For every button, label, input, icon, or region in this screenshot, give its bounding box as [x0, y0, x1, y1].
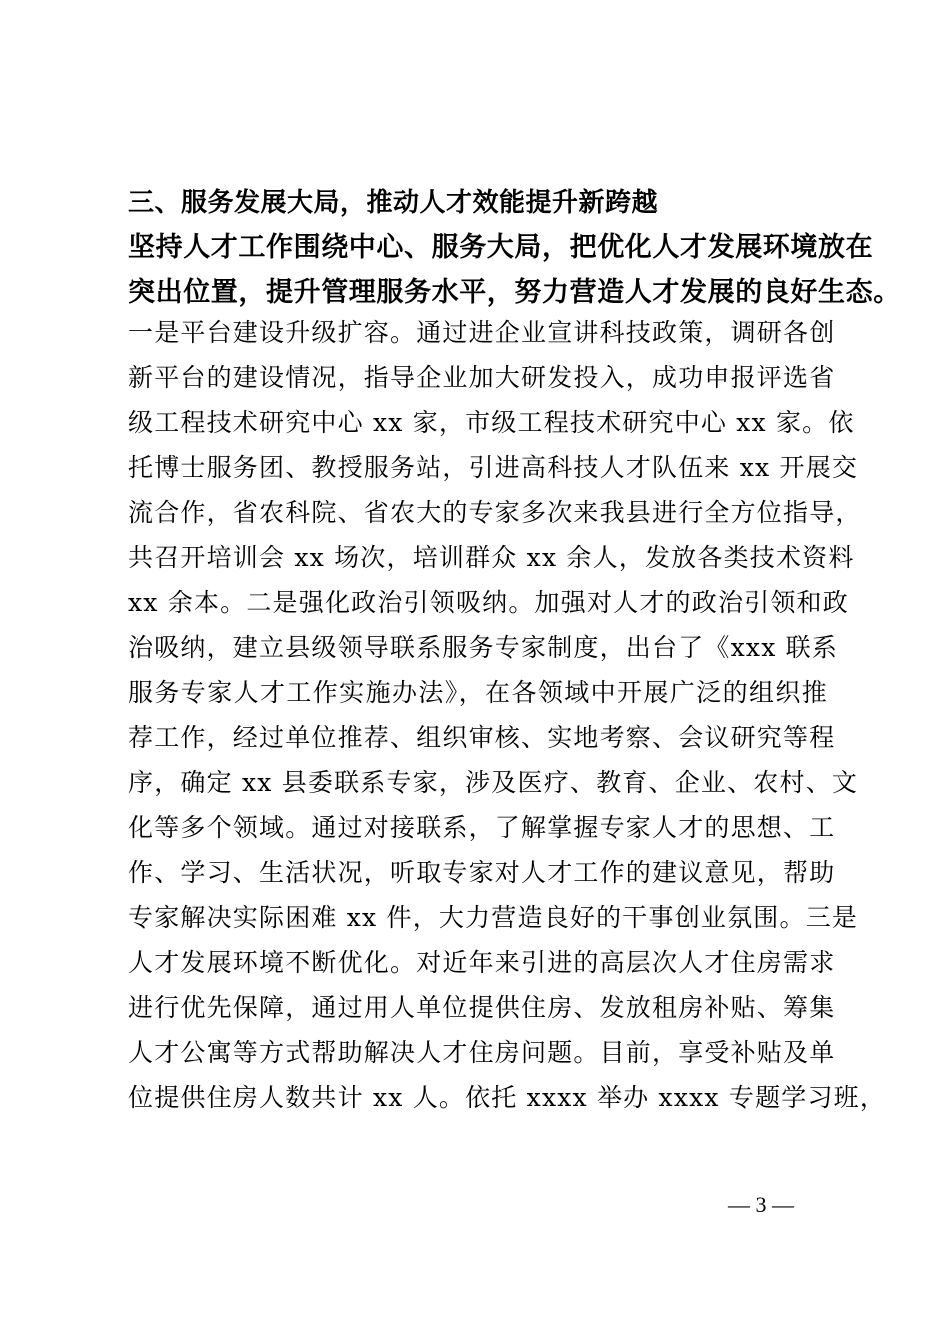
lead-line-2: 突出位置，提升管理服务水平，努力营造人才发展的良好生态。	[128, 277, 901, 308]
body-line-6: 共召开培训会 xx 场次，培训群众 xx 余人，发放各类技术资料	[128, 543, 855, 572]
body-line-11: 序，确定 xx 县委联系专家，涉及医疗、教育、企业、农村、文	[128, 768, 859, 797]
body-line-15: 人才发展环境不断优化。对近年来引进的高层次人才住房需求	[128, 948, 836, 977]
body-line-16: 进行优先保障，通过用人单位提供住房、发放租房补贴、筹集	[128, 993, 836, 1022]
body-line-7: xx 余本。二是强化政治引领吸纳。加强对人才的政治引领和政	[128, 588, 849, 617]
body-line-4: 托博士服务团、教授服务站，引进高科技人才队伍来 xx 开展交	[128, 453, 859, 482]
body-line-3: 级工程技术研究中心 xx 家，市级工程技术研究中心 xx 家。依	[128, 408, 855, 437]
body-line-9: 服务专家人才工作实施办法》，在各领域中开展广泛的组织推	[128, 678, 828, 707]
body-line-12: 化等多个领域。通过对接联系，了解掌握专家人才的思想、工	[128, 813, 836, 842]
body-line-18: 位提供住房人数共计 xx 人。依托 xxxx 举办 xxxx 专题学习班，	[128, 1083, 887, 1112]
body-line-1: 一是平台建设升级扩容。通过进企业宣讲科技政策，调研各创	[128, 318, 836, 347]
body-line-5: 流合作，省农科院、省农大的专家多次来我县进行全方位指导，	[128, 498, 862, 527]
section-heading: 三、服务发展大局，推动人才效能提升新跨越	[128, 188, 659, 218]
body-line-8: 治吸纳，建立县级领导联系服务专家制度，出台了《xxx 联系	[128, 633, 839, 662]
body-line-14: 专家解决实际困难 xx 件，大力营造良好的干事创业氛围。三是	[128, 903, 859, 932]
body-line-2: 新平台的建设情况，指导企业加大研发投入，成功申报评选省	[128, 363, 836, 392]
body-line-17: 人才公寓等方式帮助解决人才住房问题。目前，享受补贴及单	[128, 1038, 836, 1067]
page-number: — 3 —	[728, 1192, 794, 1217]
body-line-10: 荐工作，经过单位推荐、组织审核、实地考察、会议研究等程	[128, 723, 836, 752]
lead-line-1: 坚持人才工作围绕中心、服务大局，把优化人才发展环境放在	[128, 232, 874, 263]
body-line-13: 作、学习、生活状况，听取专家对人才工作的建议意见，帮助	[128, 858, 836, 887]
